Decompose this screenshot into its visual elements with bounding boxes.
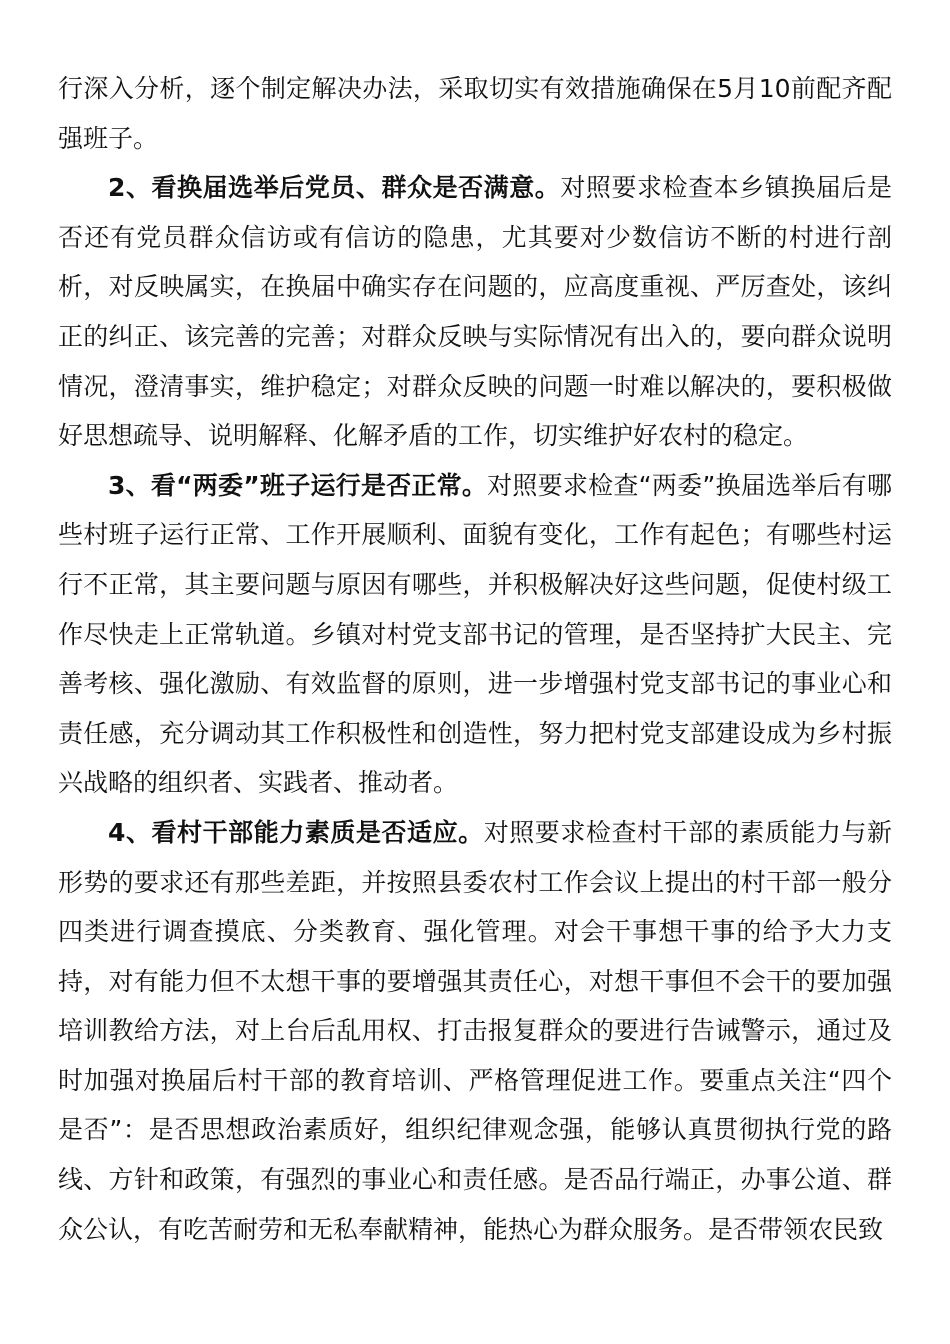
paragraph-3-body: 对照要求检查“两委”换届选举后有哪些村班子运行正常、工作开展顺利、面貌有变化，工作有起色；有哪些村运行不正常，其主要问题与原因有哪些，并积极解决好这些问题，促使村级工作尽快走上正常轨道。乡镇对村党支部书记的管理，是否坚持扩大民主、完善考核、强化激励、有效监督的原则，进一步增强村党支部书记的事业心和责任感，充分调动其工作积极性和创造性，努力把村党支部建设成为乡村振兴战略的组织者、实践者、推动者。 bbox=[58, 470, 892, 798]
paragraph-1 bbox=[58, 64, 892, 163]
paragraph-2-heading: 2、看换届选举后党员、群众是否满意。 bbox=[108, 173, 561, 203]
paragraph-3-heading: 3、看“两委”班子运行是否正常。 bbox=[108, 470, 488, 500]
paragraph-3 bbox=[58, 461, 892, 808]
paragraph-1-body: 行深入分析，逐个制定解决办法，采取切实有效措施确保在5月10前配齐配强班子。 bbox=[58, 74, 892, 153]
paragraph-4 bbox=[58, 808, 892, 1254]
paragraph-4-body: 对照要求检查村干部的素质能力与新形势的要求还有那些差距，并按照县委农村工作会议上提出的村干部一般分四类进行调查摸底、分类教育、强化管理。对会干事想干事的给予大力支持，对有能力但不太想干事的要增强其责任心，对想干事但不会干的要加强培训教给方法，对上台后乱用权、打击报复群众的要进行告诫警示，通过及时加强对换届后村干部的教育培训、严格管理促进工作。要重点关注“四个是否”：是否思想政治素质好，组织纪律观念强，能够认真贯彻执行党的路线、方针和政策，有强烈的事业心和责任感。是否品行端正，办事公道、群众公认，有吃苦耐劳和无私奉献精神，能热心为群众服务。是否带领农民致 bbox=[58, 817, 892, 1244]
paragraph-4-heading: 4、看村干部能力素质是否适应。 bbox=[108, 817, 484, 847]
paragraph-2 bbox=[58, 163, 892, 461]
paragraph-2-body: 对照要求检查本乡镇换届后是否还有党员群众信访或有信访的隐患，尤其要对少数信访不断的村进行剖析，对反映属实，在换届中确实存在问题的，应高度重视、严厉查处，该纠正的纠正、该完善的完善；对群众反映与实际情况有出入的，要向群众说明情况，澄清事实，维护稳定；对群众反映的问题一时难以解决的，要积极做好思想疏导、说明解释、化解矛盾的工作，切实维护好农村的稳定。 bbox=[58, 173, 892, 451]
document-page bbox=[58, 64, 892, 1254]
